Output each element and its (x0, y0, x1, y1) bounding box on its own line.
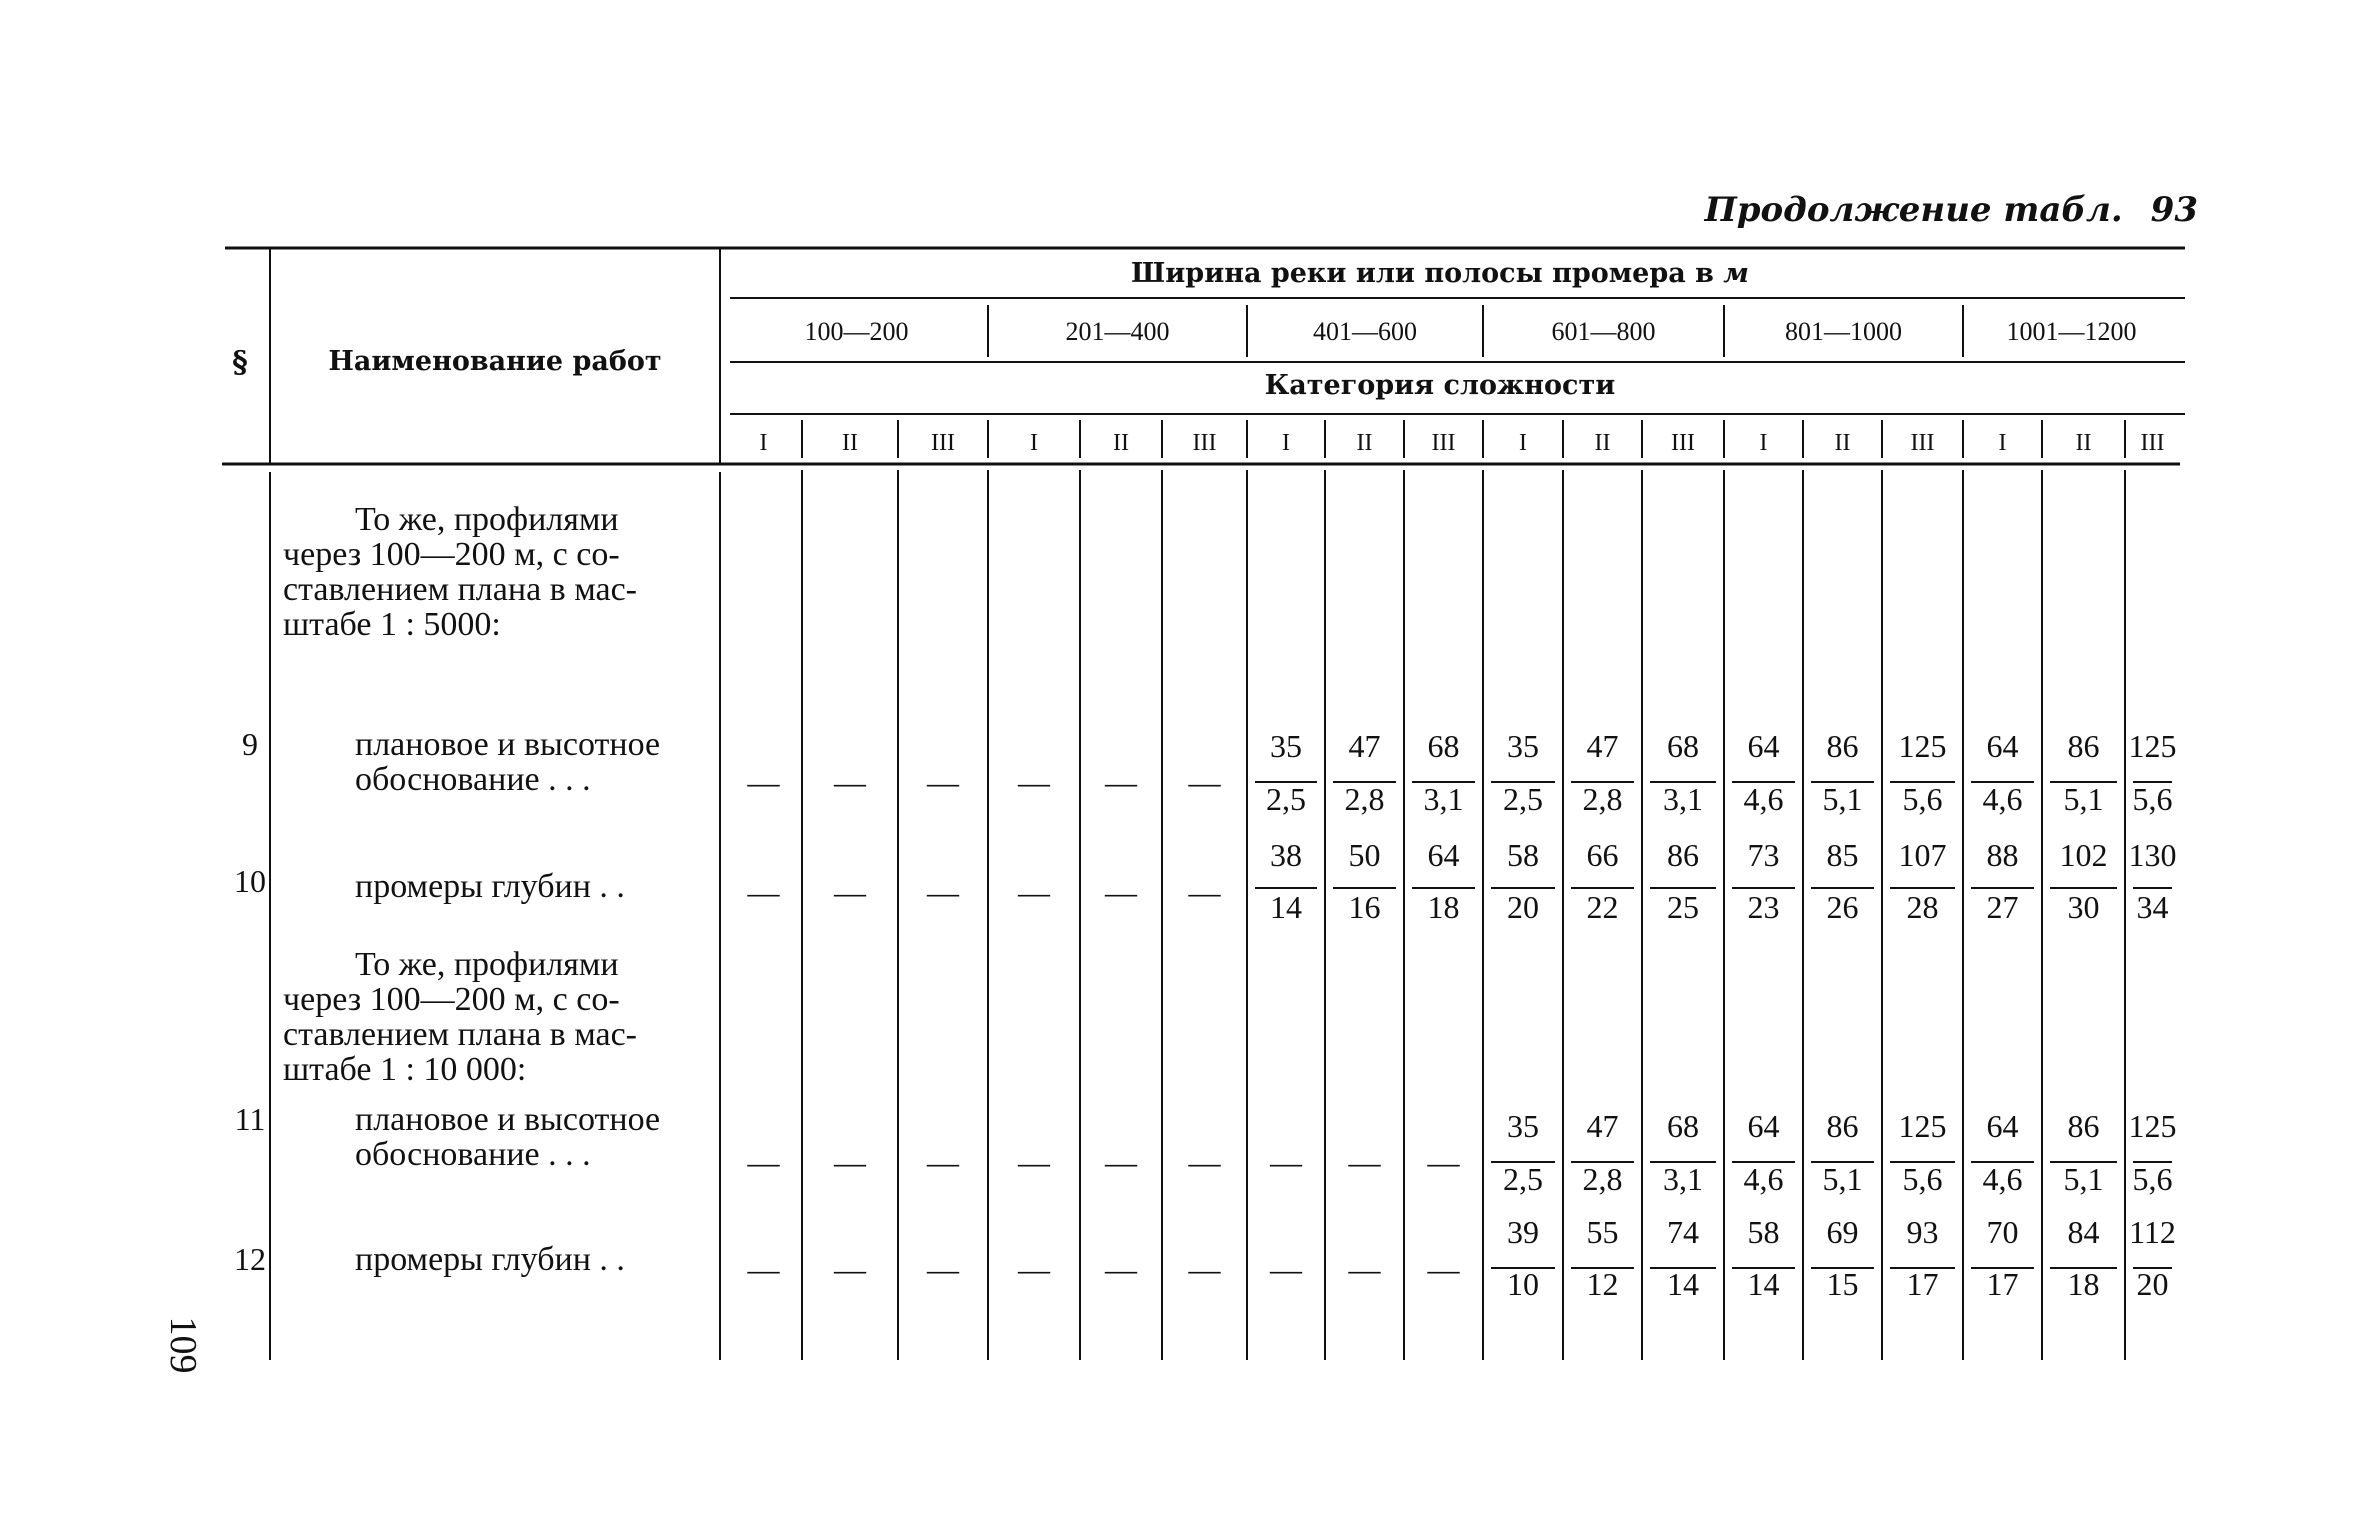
work-heading-line: ставлением плана в мас- (283, 1016, 637, 1053)
fraction-numerator: 68 (1427, 728, 1460, 764)
category-label: II (2075, 430, 2092, 456)
fraction-numerator: 47 (1586, 1108, 1619, 1144)
empty-dash: — (747, 1251, 780, 1287)
fraction-numerator: 55 (1586, 1214, 1619, 1250)
fraction-numerator: 47 (1348, 728, 1381, 764)
fraction-denominator: 4,6 (1743, 1161, 1784, 1197)
fraction-numerator: 125 (1898, 728, 1947, 764)
empty-dash: — (1018, 764, 1050, 800)
fraction-numerator: 85 (1826, 837, 1859, 873)
empty-dash: — (1188, 1144, 1221, 1180)
fraction-denominator: 16 (1348, 889, 1381, 925)
caption-number: 93 (2150, 190, 2198, 230)
page-number: 109 (162, 1316, 204, 1374)
category-label: I (759, 430, 768, 456)
category-label: II (1113, 430, 1129, 456)
empty-dash: — (1427, 1251, 1460, 1287)
fraction-denominator: 23 (1747, 889, 1780, 925)
empty-dash: — (1188, 1251, 1221, 1287)
fraction-denominator: 18 (1427, 889, 1460, 925)
category-label: III (2140, 430, 2165, 456)
fraction-numerator: 74 (1667, 1214, 1699, 1250)
empty-dash: — (927, 874, 959, 910)
fraction-numerator: 93 (1906, 1214, 1939, 1250)
fraction-numerator: 47 (1586, 728, 1619, 764)
category-label: III (1192, 430, 1217, 456)
fraction-denominator: 2,8 (1582, 1161, 1623, 1197)
fraction-numerator: 38 (1270, 837, 1302, 873)
fraction-numerator: 86 (1826, 728, 1859, 764)
fraction-numerator: 112 (2129, 1214, 2176, 1250)
fraction-denominator: 28 (1906, 889, 1939, 925)
fraction-numerator: 107 (1898, 837, 1947, 873)
empty-dash: — (927, 1144, 959, 1180)
fraction-denominator: 2,5 (1503, 781, 1543, 817)
fraction-denominator: 26 (1826, 889, 1859, 925)
fraction-numerator: 73 (1747, 837, 1780, 873)
category-label: II (842, 430, 858, 456)
fraction-numerator: 130 (2128, 837, 2177, 873)
width-group-label: 601—800 (1551, 317, 1656, 346)
fraction-numerator: 64 (1427, 837, 1460, 873)
fraction-numerator: 125 (1898, 1108, 1947, 1144)
category-label: III (1671, 430, 1695, 456)
fraction-denominator: 20 (1507, 889, 1539, 925)
fraction-numerator: 86 (1667, 837, 1699, 873)
work-heading-line: штабе 1 : 5000: (283, 606, 501, 643)
fraction-denominator: 3,1 (1663, 781, 1703, 817)
empty-dash: — (834, 1144, 866, 1180)
empty-dash: — (747, 1144, 780, 1180)
row-number: 9 (242, 726, 258, 762)
fraction-denominator: 25 (1667, 889, 1699, 925)
fraction-denominator: 5,6 (2132, 781, 2173, 817)
fraction-denominator: 30 (2067, 889, 2100, 925)
category-label: I (1282, 430, 1290, 456)
fraction-denominator: 2,8 (1344, 781, 1385, 817)
work-heading-line: ставлением плана в мас- (283, 571, 637, 608)
row-number: 10 (234, 863, 266, 899)
fraction-denominator: 3,1 (1423, 781, 1464, 817)
width-group-label: 801—1000 (1785, 317, 1902, 346)
width-unit: м (1723, 258, 1749, 289)
row-label: обоснование . . . (355, 1136, 591, 1173)
fraction-numerator: 70 (1986, 1214, 2019, 1250)
fraction-numerator: 50 (1348, 837, 1381, 873)
fraction-numerator: 35 (1507, 1108, 1539, 1144)
category-label: III (1910, 430, 1935, 456)
empty-dash: — (1105, 764, 1137, 800)
category-label: II (1834, 430, 1851, 456)
fraction-numerator: 86 (2067, 728, 2100, 764)
work-name-header: Наименование работ (328, 346, 662, 377)
fraction-denominator: 27 (1986, 889, 2019, 925)
empty-dash: — (1348, 1144, 1381, 1180)
empty-dash: — (1188, 874, 1221, 910)
fraction-denominator: 14 (1667, 1266, 1699, 1302)
empty-dash: — (1105, 1144, 1137, 1180)
section-symbol: § (232, 345, 248, 380)
fraction-numerator: 35 (1270, 728, 1302, 764)
row-label: плановое и высотное (355, 1101, 661, 1138)
fraction-denominator: 2,5 (1503, 1161, 1543, 1197)
row-label: плановое и высотное (355, 726, 661, 763)
fraction-numerator: 86 (2067, 1108, 2100, 1144)
fraction-numerator: 58 (1747, 1214, 1780, 1250)
fraction-denominator: 17 (1986, 1266, 2019, 1302)
fraction-denominator: 3,1 (1663, 1161, 1703, 1197)
fraction-numerator: 69 (1826, 1214, 1859, 1250)
empty-dash: — (1427, 1144, 1460, 1180)
fraction-denominator: 10 (1507, 1266, 1539, 1302)
fraction-denominator: 5,6 (1902, 781, 1943, 817)
fraction-numerator: 64 (1986, 728, 2019, 764)
empty-dash: — (747, 764, 780, 800)
row-label: промеры глубин . . (355, 868, 625, 905)
category-label: III (1431, 430, 1456, 456)
fraction-numerator: 86 (1826, 1108, 1859, 1144)
category-label: I (1998, 430, 2007, 456)
fraction-denominator: 18 (2067, 1266, 2100, 1302)
fraction-numerator: 125 (2128, 1108, 2177, 1144)
width-title: Ширина реки или полосы промера в м (1131, 258, 1749, 289)
caption-text: Продолжение табл. (1704, 190, 2123, 230)
empty-dash: — (927, 1251, 959, 1287)
fraction-numerator: 68 (1667, 728, 1699, 764)
fraction-numerator: 84 (2067, 1214, 2100, 1250)
category-label: III (931, 430, 955, 456)
fraction-denominator: 22 (1586, 889, 1619, 925)
fraction-denominator: 2,5 (1266, 781, 1306, 817)
empty-dash: — (1018, 1144, 1050, 1180)
fraction-denominator: 4,6 (1982, 1161, 2023, 1197)
row-number: 11 (234, 1101, 266, 1137)
work-heading-line: То же, профилями (355, 501, 619, 538)
fraction-denominator: 15 (1826, 1266, 1859, 1302)
fraction-numerator: 39 (1507, 1214, 1539, 1250)
fraction-denominator: 12 (1586, 1266, 1619, 1302)
empty-dash: — (1018, 874, 1050, 910)
empty-dash: — (1018, 1251, 1050, 1287)
category-label: I (1030, 430, 1038, 456)
empty-dash: — (927, 764, 959, 800)
fraction-numerator: 66 (1586, 837, 1619, 873)
width-group-label: 1001—1200 (2006, 317, 2137, 346)
fraction-denominator: 4,6 (1743, 781, 1784, 817)
fraction-denominator: 2,8 (1582, 781, 1623, 817)
empty-dash: — (834, 874, 866, 910)
fraction-numerator: 64 (1747, 728, 1780, 764)
work-heading-line: через 100—200 м, с со- (283, 536, 620, 573)
fraction-numerator: 68 (1667, 1108, 1699, 1144)
fraction-denominator: 5,1 (2063, 1161, 2104, 1197)
fraction-numerator: 125 (2128, 728, 2177, 764)
width-group-label: 401—600 (1313, 317, 1417, 346)
row-label: промеры глубин . . (355, 1241, 625, 1278)
width-group-label: 201—400 (1065, 317, 1170, 346)
fraction-numerator: 64 (1747, 1108, 1780, 1144)
empty-dash: — (747, 874, 780, 910)
fraction-denominator: 5,6 (2132, 1161, 2173, 1197)
empty-dash: — (1270, 1144, 1302, 1180)
empty-dash: — (834, 1251, 866, 1287)
category-label: II (1594, 430, 1611, 456)
work-heading-line: через 100—200 м, с со- (283, 981, 620, 1018)
category-label: II (1356, 430, 1373, 456)
fraction-denominator: 5,1 (2063, 781, 2104, 817)
row-number: 12 (234, 1241, 266, 1277)
category-label: I (1759, 430, 1768, 456)
empty-dash: — (1188, 764, 1221, 800)
fraction-numerator: 58 (1507, 837, 1539, 873)
empty-dash: — (1270, 1251, 1302, 1287)
empty-dash: — (1105, 1251, 1137, 1287)
width-group-label: 100—200 (804, 317, 909, 346)
row-label: обоснование . . . (355, 761, 591, 798)
fraction-denominator: 14 (1747, 1266, 1780, 1302)
category-label: I (1519, 430, 1527, 456)
fraction-denominator: 5,1 (1822, 781, 1863, 817)
fraction-denominator: 5,6 (1902, 1161, 1943, 1197)
category-title: Категория сложности (1264, 370, 1616, 401)
work-heading-line: То же, профилями (355, 946, 619, 983)
work-heading-line: штабе 1 : 10 000: (283, 1051, 527, 1088)
fraction-denominator: 17 (1906, 1266, 1939, 1302)
fraction-numerator: 64 (1986, 1108, 2019, 1144)
fraction-denominator: 4,6 (1982, 781, 2023, 817)
fraction-numerator: 35 (1507, 728, 1539, 764)
fraction-denominator: 20 (2136, 1266, 2169, 1302)
fraction-denominator: 14 (1270, 889, 1302, 925)
fraction-denominator: 34 (2136, 889, 2169, 925)
fraction-numerator: 102 (2059, 837, 2108, 873)
empty-dash: — (1105, 874, 1137, 910)
fraction-denominator: 5,1 (1822, 1161, 1863, 1197)
fraction-numerator: 88 (1986, 837, 2019, 873)
empty-dash: — (1348, 1251, 1381, 1287)
empty-dash: — (834, 764, 866, 800)
